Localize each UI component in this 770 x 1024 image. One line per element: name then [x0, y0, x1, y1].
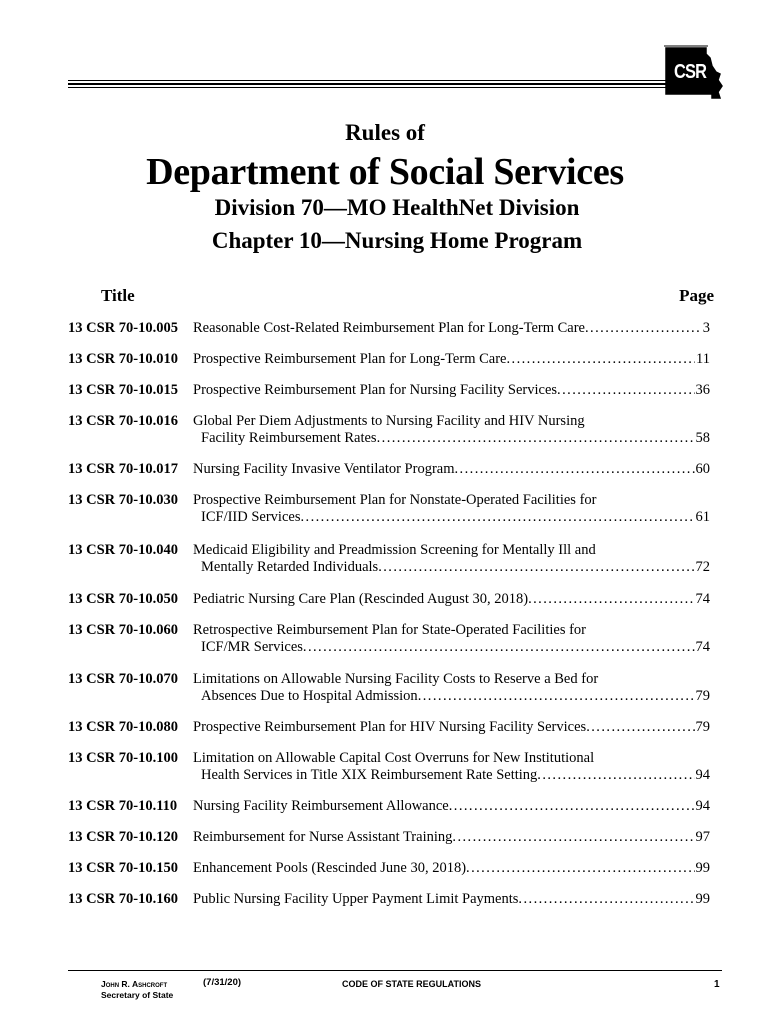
- page-number: 99: [695, 860, 710, 876]
- division-title: Division 70—MO HealthNet Division: [214, 195, 580, 220]
- page-number: 61: [695, 509, 710, 525]
- rule-title: Reasonable Cost-Related Reimbursement Plan for Long-Term Care: [193, 320, 585, 336]
- rule-code: 13 CSR 70-10.005: [68, 320, 178, 336]
- chapter-title: Chapter 10—Nursing Home Program: [211, 228, 583, 253]
- page-number: 79: [695, 688, 710, 704]
- page-number: 3: [702, 320, 710, 336]
- rule-code: 13 CSR 70-10.150: [68, 860, 178, 876]
- rule-title: Nursing Facility Invasive Ventilator Program: [193, 461, 455, 477]
- page-number: 11: [696, 351, 710, 367]
- footer-date: (7/31/20): [203, 977, 242, 988]
- rule-title: Medicaid Eligibility and Preadmission Screening for Mentally Ill and: [193, 542, 596, 558]
- page-number: 72: [695, 559, 710, 575]
- page-number: 97: [695, 829, 710, 845]
- title-column-header: Title: [101, 286, 135, 305]
- rule-title: Retrospective Reimbursement Plan for State-Operated Facilities for: [193, 622, 586, 638]
- page-number: 74: [695, 591, 710, 607]
- rule-title-continued: Absences Due to Hospital Admission: [201, 688, 418, 704]
- rule-title: Nursing Facility Reimbursement Allowance: [193, 798, 449, 814]
- rule-code: 13 CSR 70-10.015: [68, 382, 178, 398]
- rule-title: Prospective Reimbursement Plan for HIV Nursing Facility Services: [193, 719, 587, 735]
- footer-page-number: 1: [714, 979, 720, 990]
- page-number: 58: [695, 430, 710, 446]
- rule-title-continued: Facility Reimbursement Rates: [201, 430, 377, 446]
- rule-title: Limitation on Allowable Capital Cost Overruns for New Institutional: [193, 750, 595, 766]
- rule-title: Prospective Reimbursement Plan for Long-Term Care: [193, 351, 507, 367]
- rule-title: Limitations on Allowable Nursing Facility Costs to Reserve a Bed for: [193, 671, 599, 687]
- header-rule-lines: [68, 80, 718, 90]
- rule-title-continued: Health Services in Title XIX Reimbursement Rate Setting: [201, 767, 538, 783]
- rule-code: 13 CSR 70-10.160: [68, 891, 178, 907]
- rule-title: Pediatric Nursing Care Plan (Rescinded August 30, 2018): [193, 591, 529, 607]
- page-column-header: Page: [679, 286, 714, 305]
- rule-title: Prospective Reimbursement Plan for Nursing Facility Services: [193, 382, 558, 398]
- page-number: 60: [695, 461, 710, 477]
- department-title: Department of Social Services: [146, 151, 624, 193]
- page-number: 99: [695, 891, 710, 907]
- footer-signatory: [101, 979, 173, 1001]
- secretary-role: Secretary of State: [101, 990, 174, 1000]
- page-number: 36: [695, 382, 710, 398]
- rule-title: Prospective Reimbursement Plan for Nonstate-Operated Facilities for: [193, 492, 597, 508]
- rule-code: 13 CSR 70-10.070: [68, 671, 178, 687]
- rule-code: 13 CSR 70-10.100: [68, 750, 178, 766]
- page-number: 74: [695, 639, 710, 655]
- rule-title: Public Nursing Facility Upper Payment Limit Payments: [193, 891, 519, 907]
- page-number: 79: [695, 719, 710, 735]
- rule-code: 13 CSR 70-10.040: [68, 542, 178, 558]
- rule-title-continued: Mentally Retarded Individuals: [201, 559, 379, 575]
- rule-code: 13 CSR 70-10.017: [68, 461, 178, 477]
- rule-code: 13 CSR 70-10.030: [68, 492, 178, 508]
- rule-code: 13 CSR 70-10.110: [68, 798, 178, 814]
- rule-title: Enhancement Pools (Rescinded June 30, 2018): [193, 860, 467, 876]
- rule-title-continued: ICF/IID Services: [201, 509, 301, 525]
- rule-code: 13 CSR 70-10.120: [68, 829, 178, 845]
- logo-text: CSR: [674, 61, 707, 83]
- footer-publication: CODE OF STATE REGULATIONS: [342, 979, 481, 989]
- rule-code: 13 CSR 70-10.016: [68, 413, 178, 429]
- secretary-name: John R. Ashcroft: [101, 979, 168, 989]
- rule-title: Reimbursement for Nurse Assistant Training: [193, 829, 453, 845]
- footer-rule: [68, 970, 722, 971]
- rule-title-continued: ICF/MR Services: [201, 639, 303, 655]
- rule-title: Global Per Diem Adjustments to Nursing Facility and HIV Nursing: [193, 413, 585, 429]
- rule-code: 13 CSR 70-10.050: [68, 591, 178, 607]
- csr-missouri-logo: [662, 44, 724, 102]
- rule-code: 13 CSR 70-10.010: [68, 351, 178, 367]
- rule-code: 13 CSR 70-10.060: [68, 622, 178, 638]
- rules-of-heading: Rules of: [345, 120, 425, 145]
- page-number: 94: [695, 767, 710, 783]
- rule-code: 13 CSR 70-10.080: [68, 719, 178, 735]
- page-number: 94: [695, 798, 710, 814]
